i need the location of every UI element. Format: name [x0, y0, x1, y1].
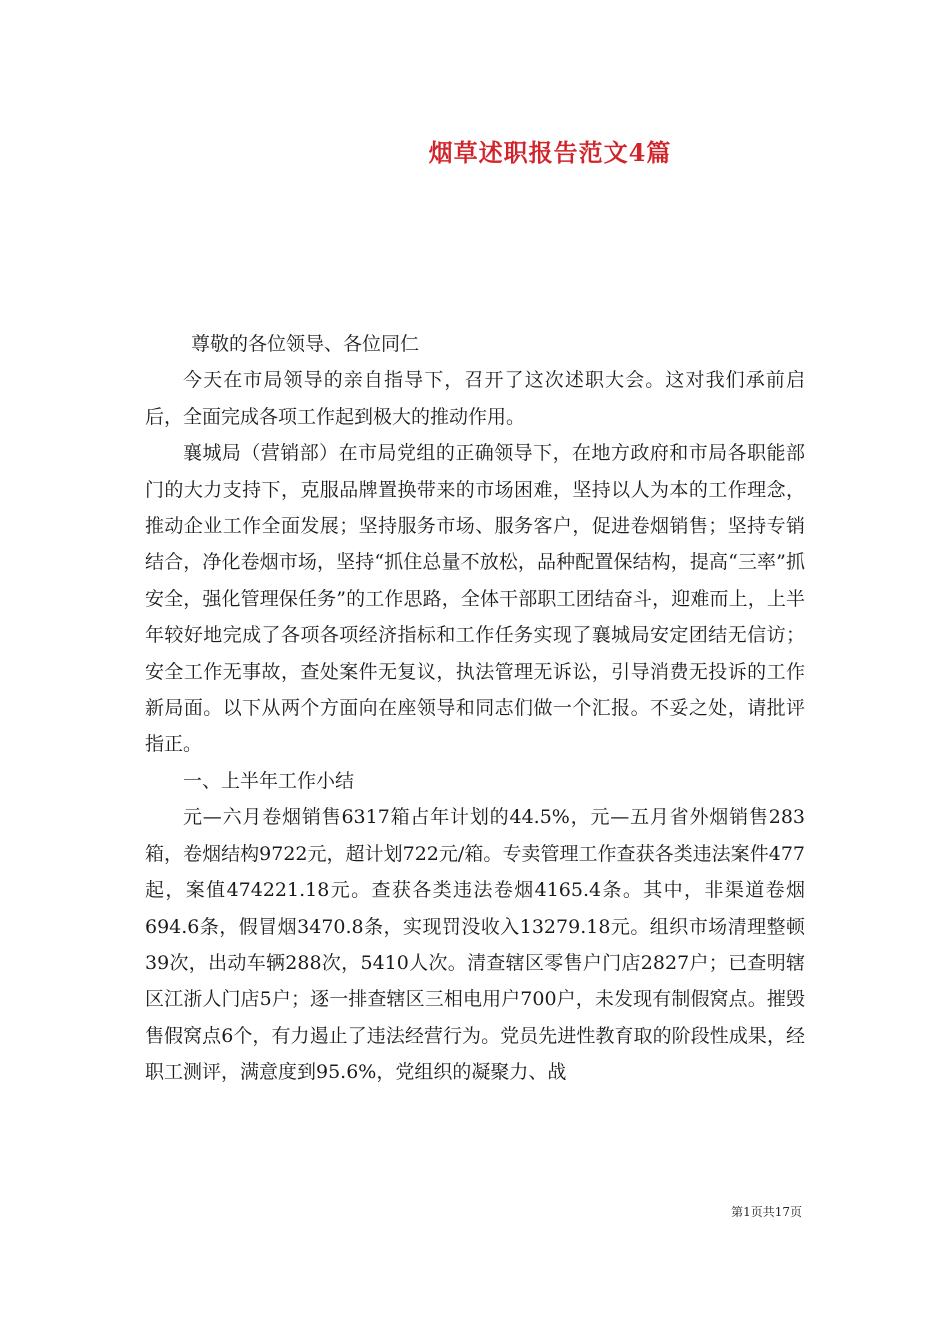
document-title: 烟草述职报告范文4篇	[428, 138, 672, 167]
document-body	[145, 326, 805, 1091]
greeting-line: 尊敬的各位领导、各位同仁	[191, 333, 420, 355]
section-paragraph: 元—六月卷烟销售6317箱占年计划的44.5%，元—五月省外烟销售283箱，卷烟结构9722元，超计划722元/箱。专卖管理工作查获各类违法案件477起，案值474221.18元。查获各类违法卷烟4165.4条。其中，非渠道卷烟694.6条，假冒烟3470.8条，实现罚没收入13279.18元。组织市场清理整顿39次，出动车辆288次，5410人次。清查辖区零售户门店2827户；已查明辖区江浙人门店5户；逐一排查辖区三相电用户700户，未发现有制假窝点。摧毁售假窝点6个，有力遏止了违法经营行为。党员先进性教育取的阶段性成果，经职工测评，满意度到95.6%，党组织的凝聚力、战	[145, 806, 805, 1084]
section-heading: 一、上半年工作小结	[183, 769, 355, 792]
body-paragraph: 今天在市局领导的亲自指导下，召开了这次述职大会。这对我们承前启后，全面完成各项工作起到极大的推动作用。	[145, 369, 805, 428]
page-number: 第1页共17页	[731, 1205, 802, 1219]
body-paragraph: 襄城局（营销部）在市局党组的正确领导下，在地方政府和市局各职能部门的大力支持下，克服品牌置换带来的市场困难，坚持以人为本的工作理念，推动企业工作全面发展；坚持服务市场、服务客户，促进卷烟销售；坚持专销结合，净化卷烟市场，坚持“抓住总量不放松，品种配置保结构，提高“三率”抓安全，强化管理保任务”的工作思路，全体干部职工团结奋斗，迎难而上，上半年较好地完成了各项各项经济指标和工作任务实现了襄城局安定团结无信访；安全工作无事故，查处案件无复议，执法管理无诉讼，引导消费无投诉的工作新局面。以下从两个方面向在座领导和同志们做一个汇报。不妥之处，请批评指正。	[145, 442, 805, 756]
